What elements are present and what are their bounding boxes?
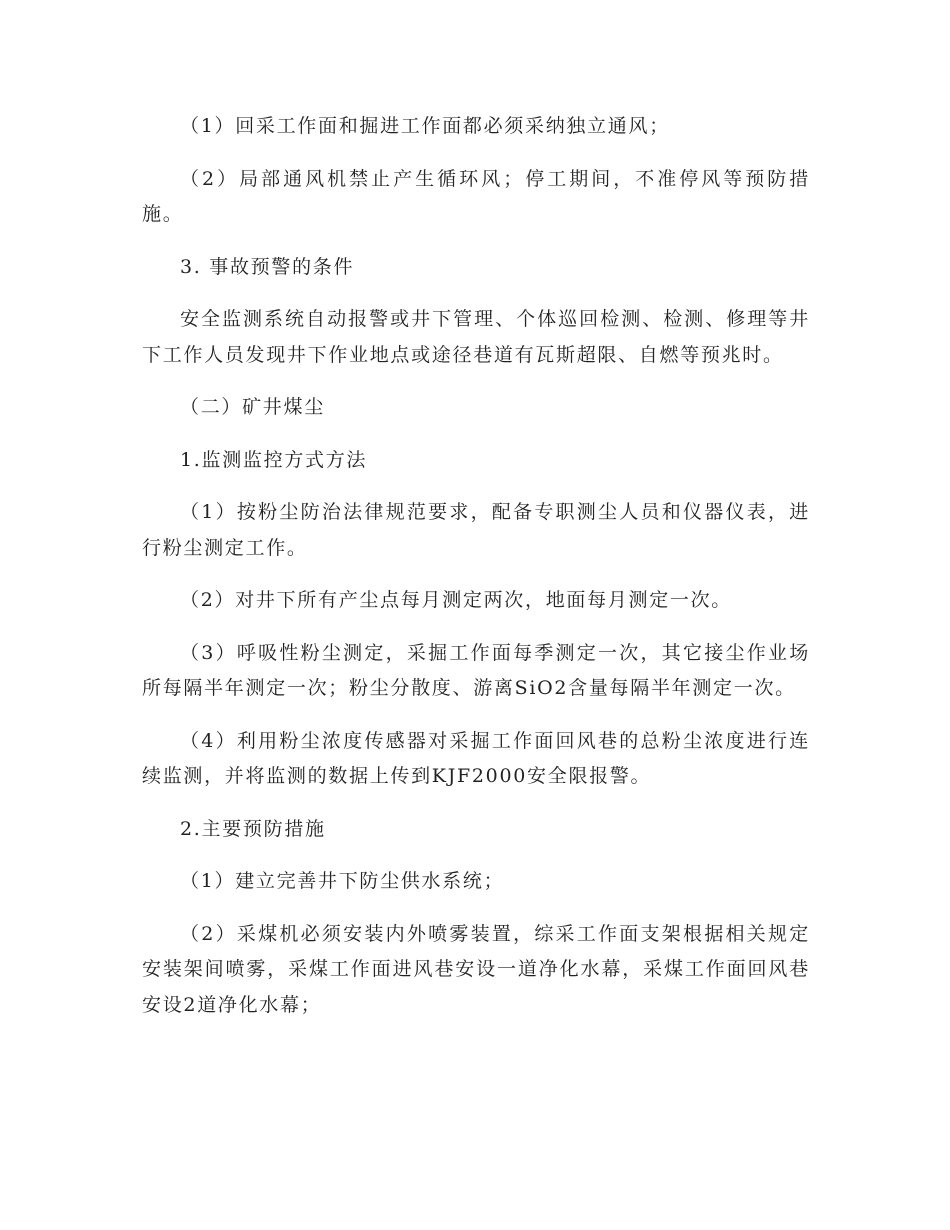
paragraph-2: （2）局部通风机禁止产生循环风；停工期间，不准停风等预防措施。 (142, 167, 810, 225)
section-heading-3: 3. 事故预警的条件 (180, 255, 355, 278)
paragraph-4: 安全监测系统自动报警或井下管理、个体巡回检测、检测、修理等井下工作人员发现井下作业地点或途径巷道有瓦斯超限、自燃等预兆时。 (142, 308, 810, 366)
paragraph-monitoring-1: （1）按粉尘防治法律规范要求，配备专职测尘人员和仪器仪表，进行粉尘测定工作。 (142, 501, 810, 559)
paragraph-1: （1）回采工作面和掘进工作面都必须采纳独立通风； (180, 115, 670, 137)
paragraph-monitoring-4: （4）利用粉尘浓度传感器对采掘工作面回风巷的总粉尘浓度进行连续监测，并将监测的数据上传到KJF2000安全限报警。 (142, 729, 810, 787)
section-heading-coal-dust: （二）矿井煤尘 (180, 396, 325, 418)
paragraph-prevention-1: （1）建立完善井下防尘供水系统； (180, 870, 505, 892)
subsection-heading-prevention: 2.主要预防措施 (180, 817, 326, 840)
document-body (142, 109, 810, 1023)
subsection-heading-monitoring: 1.监测监控方式方法 (180, 448, 368, 471)
paragraph-prevention-2: （2）采煤机必须安装内外喷雾装置，综采工作面支架根据相关规定安装架间喷雾，采煤工作面进风巷安设一道净化水幕，采煤工作面回风巷安设2道净化水幕； (142, 922, 810, 1016)
paragraph-monitoring-2: （2）对井下所有产尘点每月测定两次，地面每月测定一次。 (180, 589, 732, 611)
paragraph-monitoring-3: （3）呼吸性粉尘测定，采掘工作面每季测定一次，其它接尘作业场所每隔半年测定一次；粉尘分散度、游离SiO2含量每隔半年测定一次。 (142, 641, 810, 699)
